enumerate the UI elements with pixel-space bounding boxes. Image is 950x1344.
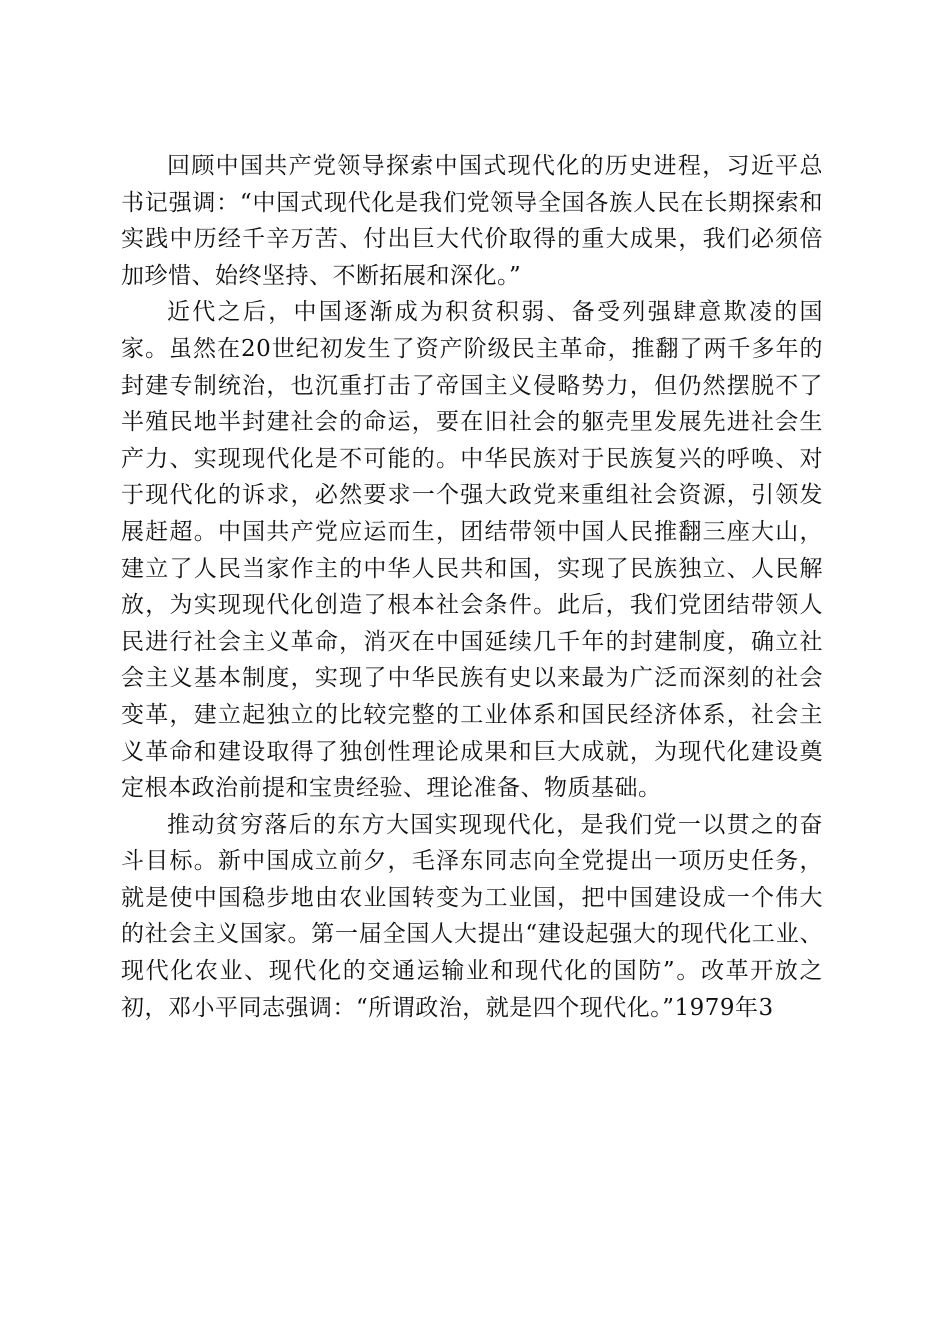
- paragraph-history-review: 回顾中国共产党领导探索中国式现代化的历史进程，习近平总书记强调：“中国式现代化是我们党领导全国各族人民在长期探索和实践中历经千辛万苦、付出巨大代价取得的重大成果，我们必须倍加珍惜、始终坚持、不断拓展和深化。”: [121, 153, 823, 289]
- paragraph-modernization-goal: 推动贫穷落后的东方大国实现现代化，是我们党一以贯之的奋斗目标。新中国成立前夕，毛泽东同志向全党提出一项历史任务，就是使中国稳步地由农业国转变为工业国，把中国建设成一个伟大的社会主义国家。第一届全国人大提出“建设起强大的现代化工业、现代化农业、现代化的交通运输业和现代化的国防”。改革开放之初，邓小平同志强调：“所谓政治，就是四个现代化。”1979年3: [121, 811, 823, 1021]
- paragraph-modern-history: 近代之后，中国逐渐成为积贫积弱、备受列强肆意欺凌的国家。虽然在20世纪初发生了资产阶级民主革命，推翻了两千多年的封建专制统治，也沉重打击了帝国主义侵略势力，但仍然摆脱不了半殖民地半封建社会的命运，要在旧社会的躯壳里发展先进社会生产力、实现现代化是不可能的。中华民族对于民族复兴的呼唤、对于现代化的诉求，必然要求一个强大政党来重组社会资源，引领发展赶超。中国共产党应运而生，团结带领中国人民推翻三座大山，建立了人民当家作主的中华人民共和国，实现了民族独立、人民解放，为实现现代化创造了根本社会条件。此后，我们党团结带领人民进行社会主义革命，消灭在中国延续几千年的封建制度，确立社会主义基本制度，实现了中华民族有史以来最为广泛而深刻的社会变革，建立起独立的比较完整的工业体系和国民经济体系，社会主义革命和建设取得了独创性理论成果和巨大成就，为现代化建设奠定根本政治前提和宝贵经验、理论准备、物质基础。: [121, 299, 823, 802]
- document-body: [121, 148, 823, 1026]
